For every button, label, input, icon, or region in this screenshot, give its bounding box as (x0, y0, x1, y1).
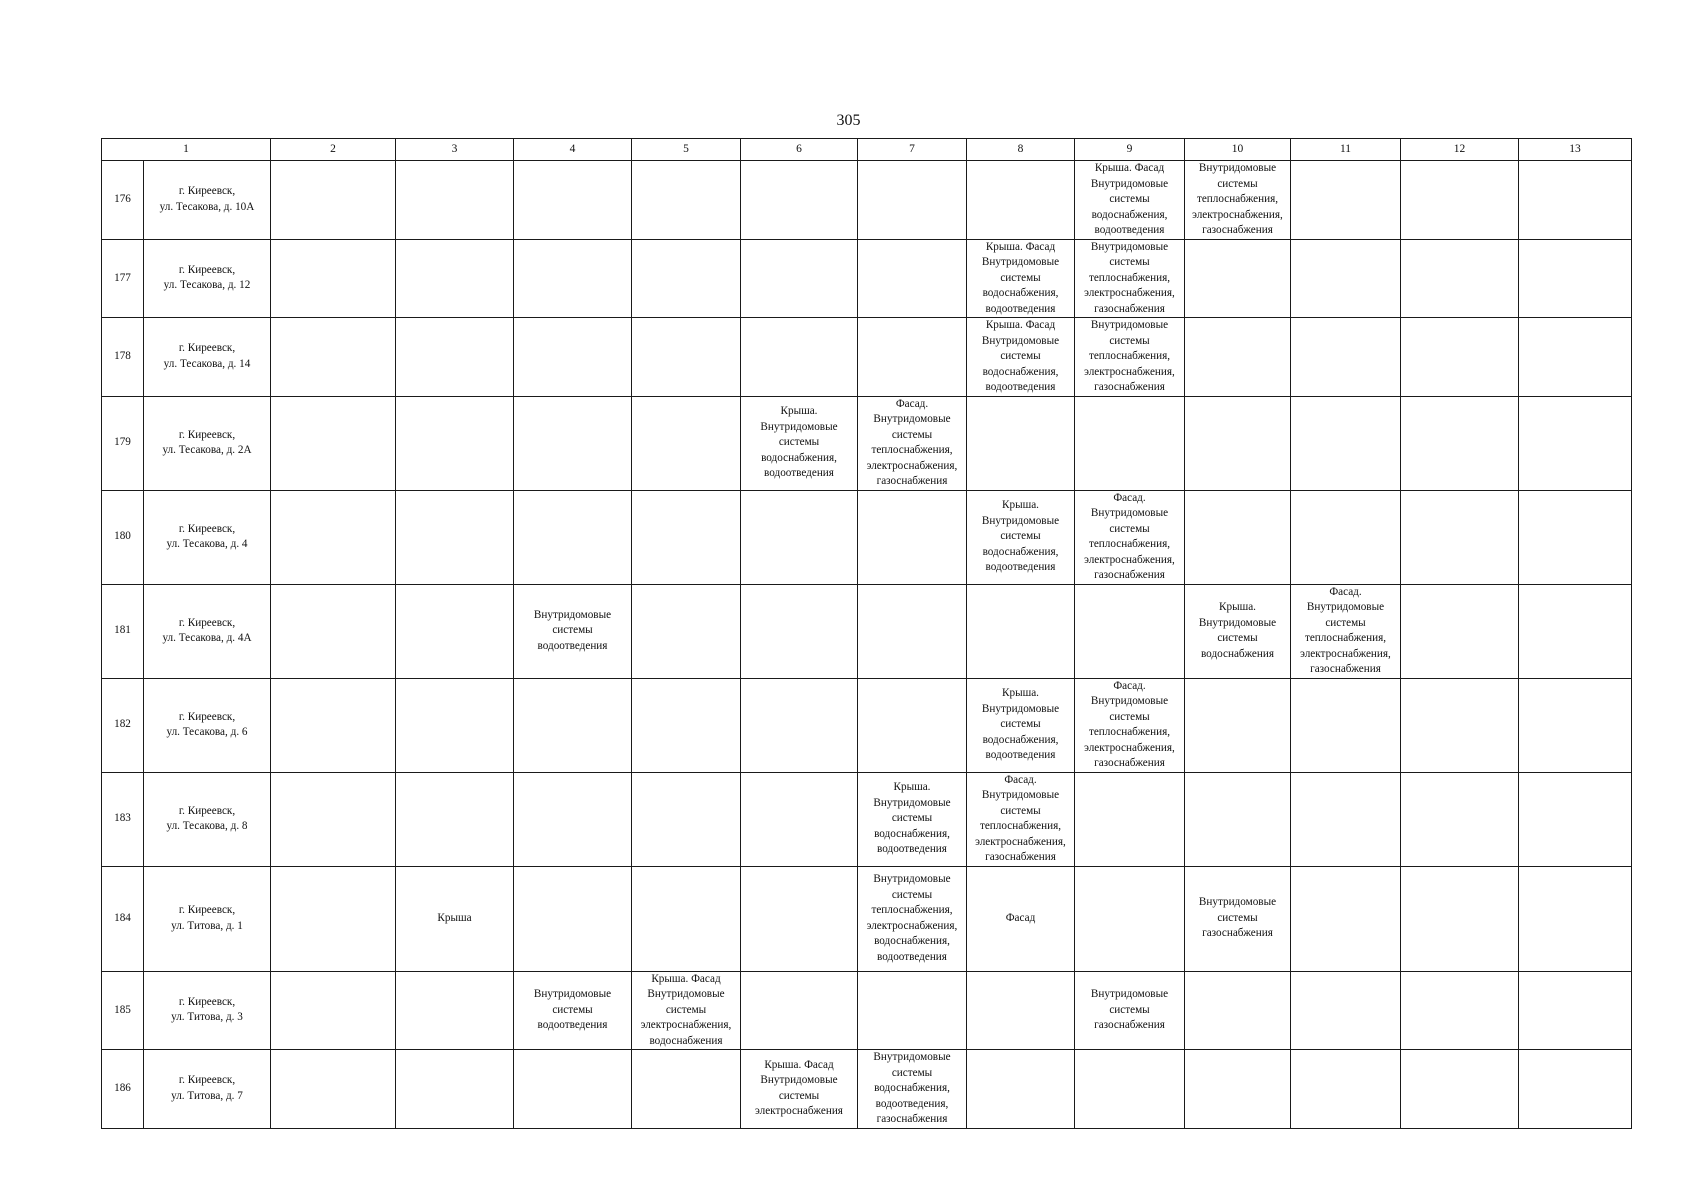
work-cell-col-9 (1075, 239, 1185, 318)
work-cell-col-7 (858, 866, 967, 971)
work-description: Крыша. Фасад Внутридомовые системы водоснабжения, водоотведения (1090, 162, 1169, 236)
address-street: ул. Тесакова, д. 4А (162, 632, 252, 644)
address-city: г. Киреевск, (178, 428, 236, 441)
work-cell-col-5 (632, 161, 741, 240)
work-cell-col-9 (1075, 971, 1185, 1050)
work-cell-col-10 (1185, 584, 1291, 678)
work-cell-col-5 (632, 239, 741, 318)
table-row (102, 318, 1632, 397)
work-cell-col-12 (1401, 971, 1519, 1050)
work-cell-col-6 (741, 772, 858, 866)
work-cell-col-13 (1519, 584, 1632, 678)
work-cell-col-10 (1185, 161, 1291, 240)
work-description: Внутридомовые системы теплоснабжения, электроснабжения, газоснабжения (1192, 162, 1283, 236)
address-cell (144, 971, 271, 1050)
column-header-8: 8 (967, 139, 1075, 161)
work-cell-col-8 (967, 1050, 1075, 1129)
table-row (102, 772, 1632, 866)
column-header-1: 1 (102, 139, 271, 161)
work-cell-col-4 (514, 396, 632, 490)
address-city: г. Киреевск, (178, 804, 236, 817)
work-cell-col-7 (858, 396, 967, 490)
work-cell-col-10 (1185, 866, 1291, 971)
address-street: ул. Титова, д. 3 (171, 1011, 243, 1024)
work-cell-col-9 (1075, 584, 1185, 678)
work-description: Внутридомовые системы теплоснабжения, электроснабжения, газоснабжения (1084, 319, 1175, 393)
work-cell-col-9 (1075, 490, 1185, 584)
address-street: ул. Тесакова, д. 6 (166, 726, 248, 738)
page-number: 305 (836, 112, 861, 129)
address-city: г. Киреевск, (178, 1074, 236, 1087)
work-cell-col-4 (514, 678, 632, 772)
work-cell-col-13 (1519, 971, 1632, 1050)
work-cell-col-3 (396, 1050, 514, 1129)
work-cell-col-13 (1519, 772, 1632, 866)
work-description: Внутридомовые системы водоснабжения, водоотведения, газоснабжения (873, 1051, 951, 1125)
table-row (102, 490, 1632, 584)
work-description: Крыша. Внутридомовые системы водоснабжения (1198, 601, 1277, 660)
address-street: ул. Титова, д. 7 (171, 1089, 243, 1102)
work-description: Крыша. Внутридомовые системы водоснабжения, водоотведения (873, 781, 951, 856)
table-row (102, 161, 1632, 240)
address-city: г. Киреевск, (178, 904, 236, 916)
work-cell-col-7 (858, 678, 967, 772)
work-cell-col-13 (1519, 1050, 1632, 1129)
address-city: г. Киреевск, (178, 263, 236, 276)
address-cell (144, 318, 271, 397)
row-number: 184 (102, 866, 144, 971)
work-cell-col-12 (1401, 161, 1519, 240)
work-cell-col-7 (858, 490, 967, 584)
work-description: Фасад. Внутридомовые системы теплоснабжения, электроснабжения, газоснабжения (1084, 679, 1175, 769)
work-cell-col-7 (858, 318, 967, 397)
work-cell-col-11 (1291, 866, 1401, 971)
address-street: ул. Тесакова, д. 14 (163, 357, 251, 370)
column-header-9: 9 (1075, 139, 1185, 161)
work-cell-col-12 (1401, 1050, 1519, 1129)
address-cell (144, 678, 271, 772)
work-cell-col-8 (967, 584, 1075, 678)
work-cell-col-6 (741, 584, 858, 678)
address-cell (144, 1050, 271, 1129)
row-number: 181 (102, 584, 144, 678)
work-cell-col-9 (1075, 866, 1185, 971)
address-street: ул. Тесакова, д. 4 (166, 538, 248, 550)
work-cell-col-7 (858, 584, 967, 678)
work-cell-col-2 (271, 490, 396, 584)
column-header-5: 5 (632, 139, 741, 161)
address-cell (144, 866, 271, 971)
address-city: г. Киреевск, (178, 342, 236, 355)
row-number: 178 (102, 318, 144, 397)
work-cell-col-6 (741, 866, 858, 971)
work-cell-col-6 (741, 678, 858, 772)
work-description: Фасад. Внутридомовые системы теплоснабжения, электроснабжения, газоснабжения (975, 773, 1066, 863)
work-cell-col-11 (1291, 584, 1401, 678)
row-number: 185 (102, 971, 144, 1050)
address-cell (144, 239, 271, 318)
work-cell-col-13 (1519, 161, 1632, 240)
work-cell-col-6 (741, 318, 858, 397)
work-cell-col-12 (1401, 772, 1519, 866)
header-row (102, 139, 1632, 161)
row-number: 183 (102, 772, 144, 866)
work-description: Фасад. Внутридомовые системы теплоснабжения, электроснабжения, газоснабжения (866, 397, 958, 487)
column-header-12: 12 (1401, 139, 1519, 161)
work-cell-col-8 (967, 161, 1075, 240)
work-cell-col-7 (858, 239, 967, 318)
work-description: Фасад (1005, 911, 1036, 924)
work-cell-col-11 (1291, 971, 1401, 1050)
address-cell (144, 772, 271, 866)
work-description: Крыша. Фасад Внутридомовые системы электроснабжения, водоснабжения (640, 972, 732, 1047)
table-row (102, 396, 1632, 490)
work-cell-col-12 (1401, 866, 1519, 971)
work-cell-col-3 (396, 490, 514, 584)
work-description: Внутридомовые системы теплоснабжения, электроснабжения, водоснабжения, водоотведения (866, 873, 958, 963)
work-cell-col-6 (741, 161, 858, 240)
work-cell-col-7 (858, 1050, 967, 1129)
work-cell-col-8 (967, 772, 1075, 866)
address-cell (144, 396, 271, 490)
work-cell-col-4 (514, 866, 632, 971)
address-city: г. Киреевск, (178, 710, 236, 723)
work-description: Внутридомовые системы водоотведения (533, 608, 612, 652)
work-cell-col-12 (1401, 318, 1519, 397)
work-cell-col-11 (1291, 1050, 1401, 1129)
work-cell-col-4 (514, 161, 632, 240)
work-cell-col-8 (967, 239, 1075, 318)
work-cell-col-4 (514, 971, 632, 1050)
address-cell (144, 161, 271, 240)
row-number: 186 (102, 1050, 144, 1129)
work-cell-col-5 (632, 971, 741, 1050)
work-cell-col-10 (1185, 239, 1291, 318)
work-cell-col-2 (271, 678, 396, 772)
work-description: Крыша. Внутридомовые системы водоснабжения, водоотведения (981, 687, 1060, 762)
work-cell-col-12 (1401, 396, 1519, 490)
work-cell-col-5 (632, 1050, 741, 1129)
table-row (102, 971, 1632, 1050)
work-cell-col-12 (1401, 490, 1519, 584)
work-description: Внутридомовые системы водоотведения (533, 988, 612, 1031)
work-cell-col-3 (396, 678, 514, 772)
table-row (102, 1050, 1632, 1129)
address-city: г. Киреевск, (178, 522, 236, 535)
work-cell-col-6 (741, 490, 858, 584)
work-cell-col-8 (967, 678, 1075, 772)
table-row (102, 584, 1632, 678)
repair-schedule-table (101, 138, 1632, 1129)
work-description: Крыша. Фасад Внутридомовые системы водоснабжения, водоотведения (981, 240, 1060, 315)
work-cell-col-2 (271, 396, 396, 490)
work-cell-col-5 (632, 866, 741, 971)
work-cell-col-5 (632, 772, 741, 866)
work-cell-col-5 (632, 678, 741, 772)
row-number: 177 (102, 239, 144, 318)
table-body (102, 161, 1632, 1129)
column-header-11: 11 (1291, 139, 1401, 161)
work-cell-col-12 (1401, 678, 1519, 772)
work-cell-col-3 (396, 866, 514, 971)
address-street: ул. Тесакова, д. 12 (163, 279, 251, 292)
work-cell-col-3 (396, 396, 514, 490)
work-cell-col-4 (514, 772, 632, 866)
work-cell-col-3 (396, 161, 514, 240)
work-cell-col-11 (1291, 490, 1401, 584)
work-cell-col-5 (632, 396, 741, 490)
work-cell-col-8 (967, 396, 1075, 490)
work-cell-col-5 (632, 490, 741, 584)
work-cell-col-3 (396, 239, 514, 318)
column-header-2: 2 (271, 139, 396, 161)
row-number: 179 (102, 396, 144, 490)
work-cell-col-2 (271, 866, 396, 971)
work-cell-col-2 (271, 772, 396, 866)
work-cell-col-9 (1075, 678, 1185, 772)
row-number: 180 (102, 490, 144, 584)
work-cell-col-7 (858, 971, 967, 1050)
work-cell-col-13 (1519, 318, 1632, 397)
work-cell-col-11 (1291, 161, 1401, 240)
work-cell-col-6 (741, 396, 858, 490)
work-cell-col-13 (1519, 239, 1632, 318)
work-cell-col-10 (1185, 678, 1291, 772)
table-row (102, 239, 1632, 318)
work-cell-col-3 (396, 971, 514, 1050)
work-cell-col-2 (271, 239, 396, 318)
work-cell-col-13 (1519, 490, 1632, 584)
work-cell-col-9 (1075, 161, 1185, 240)
address-street: ул. Титова, д. 1 (171, 919, 243, 932)
work-description: Фасад. Внутридомовые системы теплоснабжения, электроснабжения, газоснабжения (1300, 585, 1391, 675)
address-cell (144, 490, 271, 584)
work-cell-col-3 (396, 584, 514, 678)
work-cell-col-6 (741, 239, 858, 318)
work-cell-col-11 (1291, 772, 1401, 866)
work-cell-col-9 (1075, 318, 1185, 397)
work-cell-col-10 (1185, 318, 1291, 397)
row-number: 176 (102, 161, 144, 240)
column-header-3: 3 (396, 139, 514, 161)
work-cell-col-13 (1519, 678, 1632, 772)
work-cell-col-10 (1185, 490, 1291, 584)
work-cell-col-5 (632, 318, 741, 397)
column-header-10: 10 (1185, 139, 1291, 161)
work-cell-col-4 (514, 239, 632, 318)
work-cell-col-2 (271, 318, 396, 397)
work-cell-col-10 (1185, 396, 1291, 490)
work-cell-col-4 (514, 490, 632, 584)
column-header-7: 7 (858, 139, 967, 161)
address-city: г. Киреевск, (178, 185, 236, 198)
work-cell-col-7 (858, 161, 967, 240)
work-cell-col-9 (1075, 396, 1185, 490)
work-cell-col-2 (271, 1050, 396, 1129)
work-cell-col-12 (1401, 584, 1519, 678)
work-cell-col-10 (1185, 1050, 1291, 1129)
work-cell-col-3 (396, 772, 514, 866)
address-city: г. Киреевск, (178, 616, 236, 629)
work-description: Крыша. Внутридомовые системы водоснабжения, водоотведения (981, 499, 1060, 574)
address-city: г. Киреевск, (178, 995, 236, 1008)
address-street: ул. Тесакова, д. 2А (162, 444, 252, 456)
address-street: ул. Тесакова, д. 8 (166, 820, 248, 832)
work-description: Внутридомовые системы газоснабжения (1198, 896, 1277, 940)
table-row (102, 866, 1632, 971)
column-header-4: 4 (514, 139, 632, 161)
work-cell-col-4 (514, 584, 632, 678)
work-cell-col-4 (514, 1050, 632, 1129)
work-cell-col-9 (1075, 1050, 1185, 1129)
work-cell-col-2 (271, 971, 396, 1050)
work-cell-col-8 (967, 866, 1075, 971)
work-cell-col-2 (271, 161, 396, 240)
table-row (102, 678, 1632, 772)
work-cell-col-6 (741, 971, 858, 1050)
work-cell-col-10 (1185, 971, 1291, 1050)
work-cell-col-9 (1075, 772, 1185, 866)
work-cell-col-4 (514, 318, 632, 397)
column-header-13: 13 (1519, 139, 1632, 161)
address-cell (144, 584, 271, 678)
work-description: Крыша. Фасад Внутридомовые системы водоснабжения, водоотведения (981, 319, 1060, 393)
work-cell-col-11 (1291, 239, 1401, 318)
work-cell-col-5 (632, 584, 741, 678)
work-cell-col-6 (741, 1050, 858, 1129)
work-cell-col-8 (967, 490, 1075, 584)
address-street: ул. Тесакова, д. 10А (159, 200, 255, 213)
work-cell-col-10 (1185, 772, 1291, 866)
column-header-6: 6 (741, 139, 858, 161)
work-cell-col-8 (967, 318, 1075, 397)
work-cell-col-3 (396, 318, 514, 397)
work-cell-col-12 (1401, 239, 1519, 318)
work-cell-col-11 (1291, 396, 1401, 490)
work-cell-col-11 (1291, 678, 1401, 772)
work-description: Крыша (437, 911, 472, 924)
work-cell-col-8 (967, 971, 1075, 1050)
row-number: 182 (102, 678, 144, 772)
work-description: Внутридомовые системы теплоснабжения, электроснабжения, газоснабжения (1084, 240, 1175, 315)
work-cell-col-13 (1519, 396, 1632, 490)
work-description: Внутридомовые системы газоснабжения (1090, 988, 1169, 1031)
work-cell-col-11 (1291, 318, 1401, 397)
work-description: Фасад. Внутридомовые системы теплоснабжения, электроснабжения, газоснабжения (1084, 491, 1175, 581)
work-description: Крыша. Внутридомовые системы водоснабжения, водоотведения (760, 405, 838, 480)
work-cell-col-13 (1519, 866, 1632, 971)
work-cell-col-7 (858, 772, 967, 866)
work-description: Крыша. Фасад Внутридомовые системы электроснабжения (755, 1058, 843, 1118)
work-cell-col-2 (271, 584, 396, 678)
